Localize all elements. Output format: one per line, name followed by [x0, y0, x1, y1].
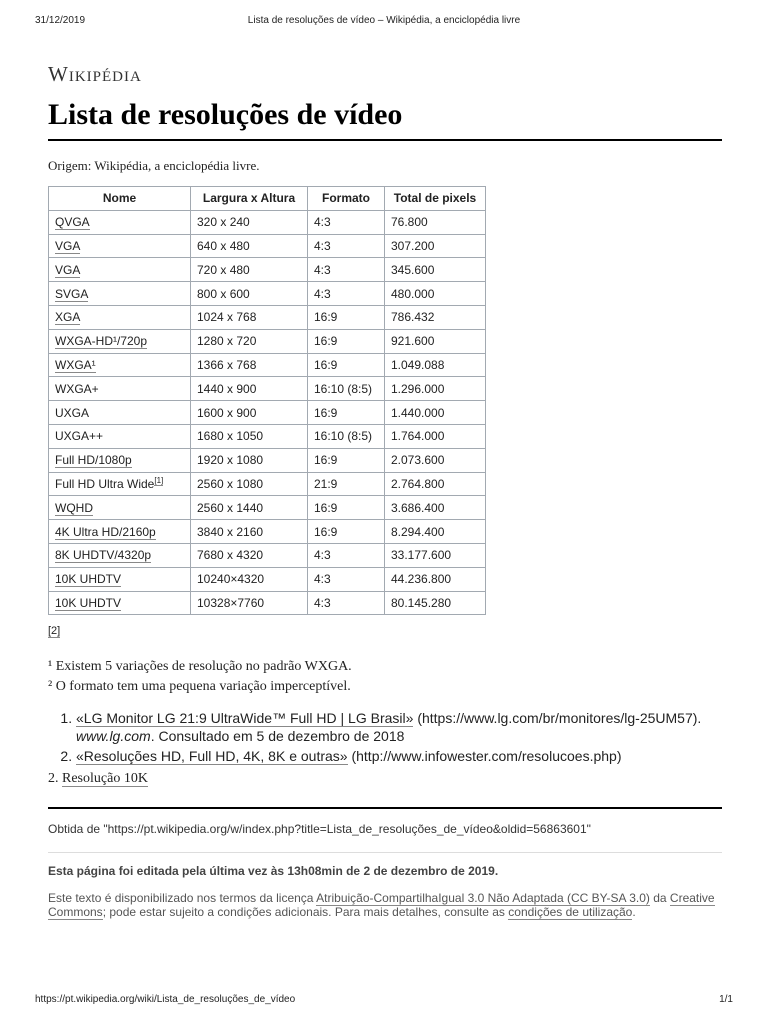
resolution-format-cell: 16:9 — [308, 496, 385, 520]
resolution-name-cell — [49, 353, 191, 377]
resolution-pixels-cell: 1.440.000 — [385, 401, 486, 425]
print-date: 31/12/2019 — [35, 15, 86, 26]
resolution-size-cell: 1600 x 900 — [191, 401, 308, 425]
resolution-name-cell — [49, 496, 191, 520]
license-text-part: da — [649, 891, 670, 906]
page-title: Lista de resoluções de vídeo — [48, 96, 722, 141]
resolution-size-cell: 640 x 480 — [191, 234, 308, 258]
resolution-pixels-cell: 1.764.000 — [385, 424, 486, 448]
note-item: ² O formato tem uma pequena variação imperceptível. — [48, 679, 351, 695]
resolution-name-link[interactable]: 10K UHDTV — [55, 572, 122, 587]
resolution-size-cell: 1366 x 768 — [191, 353, 308, 377]
reference-item: 1. «LG Monitor LG 21:9 UltraWide™ Full HD | LG Brasil» (https://www.lg.com/br/monitores/lg-25UM57). www.lg.com. Consultado em 5 de dezembro de 2018 — [76, 709, 722, 745]
resolution-format-cell: 16:9 — [308, 305, 385, 329]
table-row — [49, 210, 486, 234]
article-content — [48, 60, 722, 919]
extra-reference-link[interactable]: Resolução 10K — [62, 771, 148, 787]
resolution-pixels-cell: 2.073.600 — [385, 448, 486, 472]
table-row — [49, 377, 486, 401]
table-row — [49, 591, 486, 615]
resolution-format-cell: 16:10 (8:5) — [308, 424, 385, 448]
resolution-size-cell: 1680 x 1050 — [191, 424, 308, 448]
resolution-name-link[interactable]: WQHD — [55, 500, 93, 515]
resolution-name-cell — [49, 305, 191, 329]
resolution-name-cell — [49, 234, 191, 258]
resolution-format-cell: 16:10 (8:5) — [308, 377, 385, 401]
resolution-name-cell — [49, 258, 191, 282]
resolution-name-link[interactable]: 4K Ultra HD/2160p — [55, 524, 156, 539]
resolution-name-link[interactable]: WXGA¹ — [55, 357, 96, 372]
resolution-pixels-cell: 3.686.400 — [385, 496, 486, 520]
table-row — [49, 448, 486, 472]
resolution-name-cell — [49, 210, 191, 234]
reference-url: (https://www.lg.com/br/monitores/lg-25UM57) — [417, 710, 698, 727]
resolution-format-cell: 4:3 — [308, 543, 385, 567]
resolution-name-cell — [49, 472, 191, 496]
extra-reference-line — [48, 769, 722, 789]
table-header-row — [49, 187, 486, 211]
notes-section — [48, 657, 722, 697]
resolution-format-cell: 4:3 — [308, 567, 385, 591]
last-edited-line: Esta página foi editada pela última vez às 13h08min de 2 de dezembro de 2019. — [48, 864, 499, 879]
table-row — [49, 543, 486, 567]
resolution-size-cell: 3840 x 2160 — [191, 520, 308, 544]
resolution-size-cell: 2560 x 1440 — [191, 496, 308, 520]
section-divider — [48, 807, 722, 809]
resolution-pixels-cell: 8.294.400 — [385, 520, 486, 544]
table-row — [49, 353, 486, 377]
reference-accessed: Consultado em 5 de dezembro de 2018 — [158, 728, 405, 745]
references-list — [48, 709, 722, 765]
resolution-pixels-cell: 76.800 — [385, 210, 486, 234]
table-row — [49, 472, 486, 496]
resolution-name-link[interactable]: QVGA — [55, 215, 90, 230]
wikipedia-wordmark[interactable]: Wikipédia — [48, 62, 142, 86]
table-row — [49, 258, 486, 282]
resolution-format-cell: 4:3 — [308, 258, 385, 282]
origin-line: Origem: Wikipédia, a enciclopédia livre. — [48, 158, 260, 173]
print-page-number: 1/1 — [719, 994, 733, 1005]
license-link[interactable]: Atribuição-CompartilhaIgual 3.0 Não Adaptada (CC BY-SA 3.0) — [316, 891, 650, 906]
print-url: https://pt.wikipedia.org/wiki/Lista_de_resoluções_de_vídeo — [35, 994, 296, 1005]
resolution-name-link[interactable]: 10K UHDTV — [55, 595, 122, 610]
resolution-size-cell: 10240×4320 — [191, 567, 308, 591]
citation-link[interactable]: [1] — [154, 475, 164, 485]
table-row — [49, 282, 486, 306]
resolution-pixels-cell: 1.049.088 — [385, 353, 486, 377]
reference-link[interactable]: «Resoluções HD, Full HD, 4K, 8K e outras» — [76, 748, 348, 765]
reference-url: (http://www.infowester.com/resolucoes.php) — [351, 748, 622, 765]
resolution-name-cell: UXGA++ — [49, 424, 191, 448]
license-text-part: Este texto é disponibilizado nos termos da licença — [48, 891, 317, 906]
resolution-pixels-cell: 2.764.800 — [385, 472, 486, 496]
resolution-size-cell: 10328×7760 — [191, 591, 308, 615]
resolution-name-cell — [49, 591, 191, 615]
reference-marker-line — [48, 625, 722, 643]
resolution-name-cell: UXGA — [49, 401, 191, 425]
resolution-pixels-cell: 480.000 — [385, 282, 486, 306]
resolution-size-cell: 720 x 480 — [191, 258, 308, 282]
resolution-name-text: Full HD Ultra Wide — [55, 476, 155, 491]
resolution-pixels-cell: 786.432 — [385, 305, 486, 329]
resolution-format-cell: 4:3 — [308, 591, 385, 615]
table-row — [49, 401, 486, 425]
column-header: Total de pixels — [385, 187, 486, 211]
resolution-size-cell: 1024 x 768 — [191, 305, 308, 329]
note-item: ¹ Existem 5 variações de resolução no padrão WXGA. — [48, 659, 352, 675]
license-text — [48, 891, 722, 919]
resolution-format-cell: 4:3 — [308, 282, 385, 306]
retrieved-from-line: Obtida de "https://pt.wikipedia.org/w/index.php?title=Lista_de_resoluções_de_vídeo&oldid=56863601" — [48, 822, 591, 837]
creative-commons-link[interactable]: Creative Commons — [48, 891, 715, 920]
resolution-pixels-cell: 33.177.600 — [385, 543, 486, 567]
resolution-name-link[interactable]: SVGA — [55, 286, 89, 301]
resolution-format-cell: 4:3 — [308, 210, 385, 234]
print-title: Lista de resoluções de vídeo – Wikipédia, a enciclopédia livre — [247, 15, 521, 26]
terms-of-use-link[interactable]: condições de utilização — [508, 905, 633, 920]
table-row — [49, 496, 486, 520]
resolution-name-link[interactable]: 8K UHDTV/4320p — [55, 548, 152, 563]
reference-marker-link[interactable]: [2] — [48, 625, 61, 638]
resolution-format-cell: 21:9 — [308, 472, 385, 496]
resolution-name-cell — [49, 567, 191, 591]
resolution-pixels-cell: 80.145.280 — [385, 591, 486, 615]
resolution-name-link[interactable]: Full HD/1080p — [55, 453, 132, 468]
resolution-name-cell — [49, 543, 191, 567]
resolution-size-cell: 320 x 240 — [191, 210, 308, 234]
resolution-size-cell: 1280 x 720 — [191, 329, 308, 353]
column-header: Largura x Altura — [191, 187, 308, 211]
table-row — [49, 424, 486, 448]
column-header: Formato — [308, 187, 385, 211]
resolution-size-cell: 1920 x 1080 — [191, 448, 308, 472]
resolution-name-cell — [49, 329, 191, 353]
resolution-format-cell: 16:9 — [308, 353, 385, 377]
resolution-name-cell: WXGA+ — [49, 377, 191, 401]
resolution-pixels-cell: 307.200 — [385, 234, 486, 258]
reference-item — [76, 747, 722, 765]
resolution-name-cell — [49, 448, 191, 472]
resolution-name-link[interactable]: VGA — [55, 238, 81, 253]
resolution-size-cell: 7680 x 4320 — [191, 543, 308, 567]
resolution-size-cell: 2560 x 1080 — [191, 472, 308, 496]
column-header: Nome — [49, 187, 191, 211]
resolution-pixels-cell: 1.296.000 — [385, 377, 486, 401]
license-text-part: . — [632, 905, 636, 920]
table-row — [49, 329, 486, 353]
resolution-format-cell: 16:9 — [308, 401, 385, 425]
extra-reference-prefix: 2. — [48, 771, 62, 787]
resolution-format-cell: 4:3 — [308, 234, 385, 258]
table-row — [49, 305, 486, 329]
resolution-pixels-cell: 345.600 — [385, 258, 486, 282]
resolution-name-cell — [49, 282, 191, 306]
resolution-name-cell — [49, 520, 191, 544]
reference-site: www.lg.com — [76, 728, 151, 745]
license-text-part: ; pode estar sujeito a condições adicionais. Para mais detalhes, consulte as — [102, 905, 509, 920]
resolution-pixels-cell: 44.236.800 — [385, 567, 486, 591]
footer-divider — [48, 852, 722, 853]
resolution-format-cell: 16:9 — [308, 329, 385, 353]
resolutions-table — [48, 186, 486, 615]
resolution-name-link[interactable]: VGA — [55, 262, 81, 277]
resolution-name-link[interactable]: XGA — [55, 310, 81, 325]
table-row — [49, 234, 486, 258]
reference-link[interactable]: «LG Monitor LG 21:9 UltraWide™ Full HD | LG Brasil» — [76, 710, 414, 727]
table-row — [49, 520, 486, 544]
resolution-name-link[interactable]: WXGA-HD¹/720p — [55, 334, 148, 349]
resolution-size-cell: 1440 x 900 — [191, 377, 308, 401]
resolution-size-cell: 800 x 600 — [191, 282, 308, 306]
resolution-format-cell: 16:9 — [308, 448, 385, 472]
resolution-pixels-cell: 921.600 — [385, 329, 486, 353]
table-row — [49, 567, 486, 591]
resolution-format-cell: 16:9 — [308, 520, 385, 544]
